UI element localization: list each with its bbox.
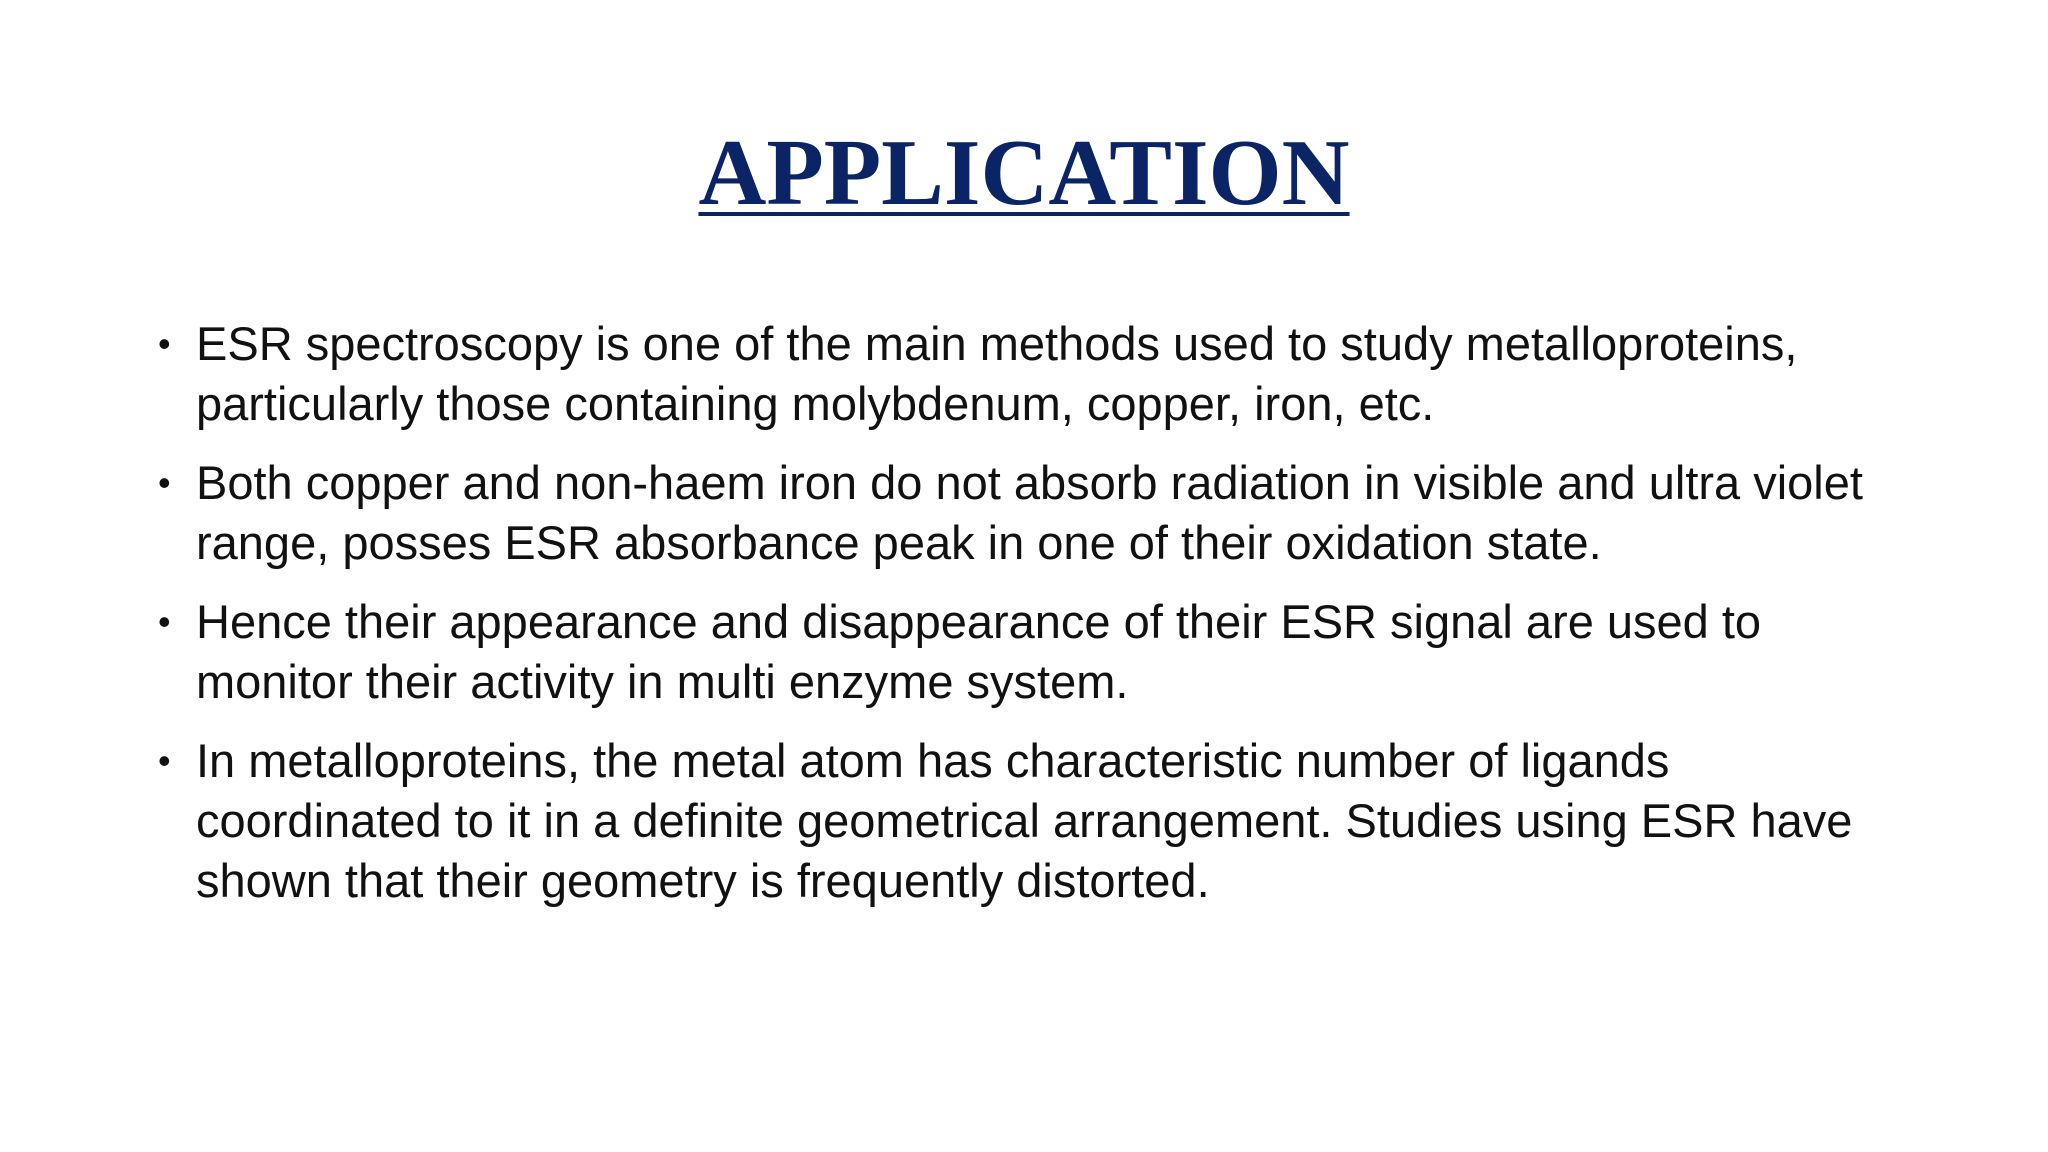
bullet-list: [152, 314, 1912, 930]
bullet-item: [152, 314, 1912, 434]
bullet-item: [152, 592, 1912, 712]
bullet-item: [152, 731, 1912, 911]
bullet-item: [152, 453, 1912, 573]
bullet-text: ESR spectroscopy is one of the main methods used to study metalloproteins, particularly those containing molybdenum, copper, iron, etc.: [196, 317, 1798, 430]
bullet-dot-icon: •: [158, 740, 171, 781]
bullet-dot-icon: •: [158, 323, 171, 364]
bullet-text: In metalloproteins, the metal atom has characteristic number of ligands coordinated to it in a definite geometrical arrangement. Studies using ESR have shown that their geometry is frequently distorted.: [196, 734, 1853, 907]
bullet-dot-icon: •: [158, 462, 171, 503]
bullet-text: Both copper and non-haem iron do not absorb radiation in visible and ultra violet range, posses ESR absorbance peak in one of their oxidation state.: [196, 456, 1863, 569]
bullet-text: Hence their appearance and disappearance of their ESR signal are used to monitor their activity in multi enzyme system.: [196, 595, 1762, 708]
slide-title: APPLICATION: [698, 121, 1350, 225]
bullet-dot-icon: •: [158, 601, 171, 642]
